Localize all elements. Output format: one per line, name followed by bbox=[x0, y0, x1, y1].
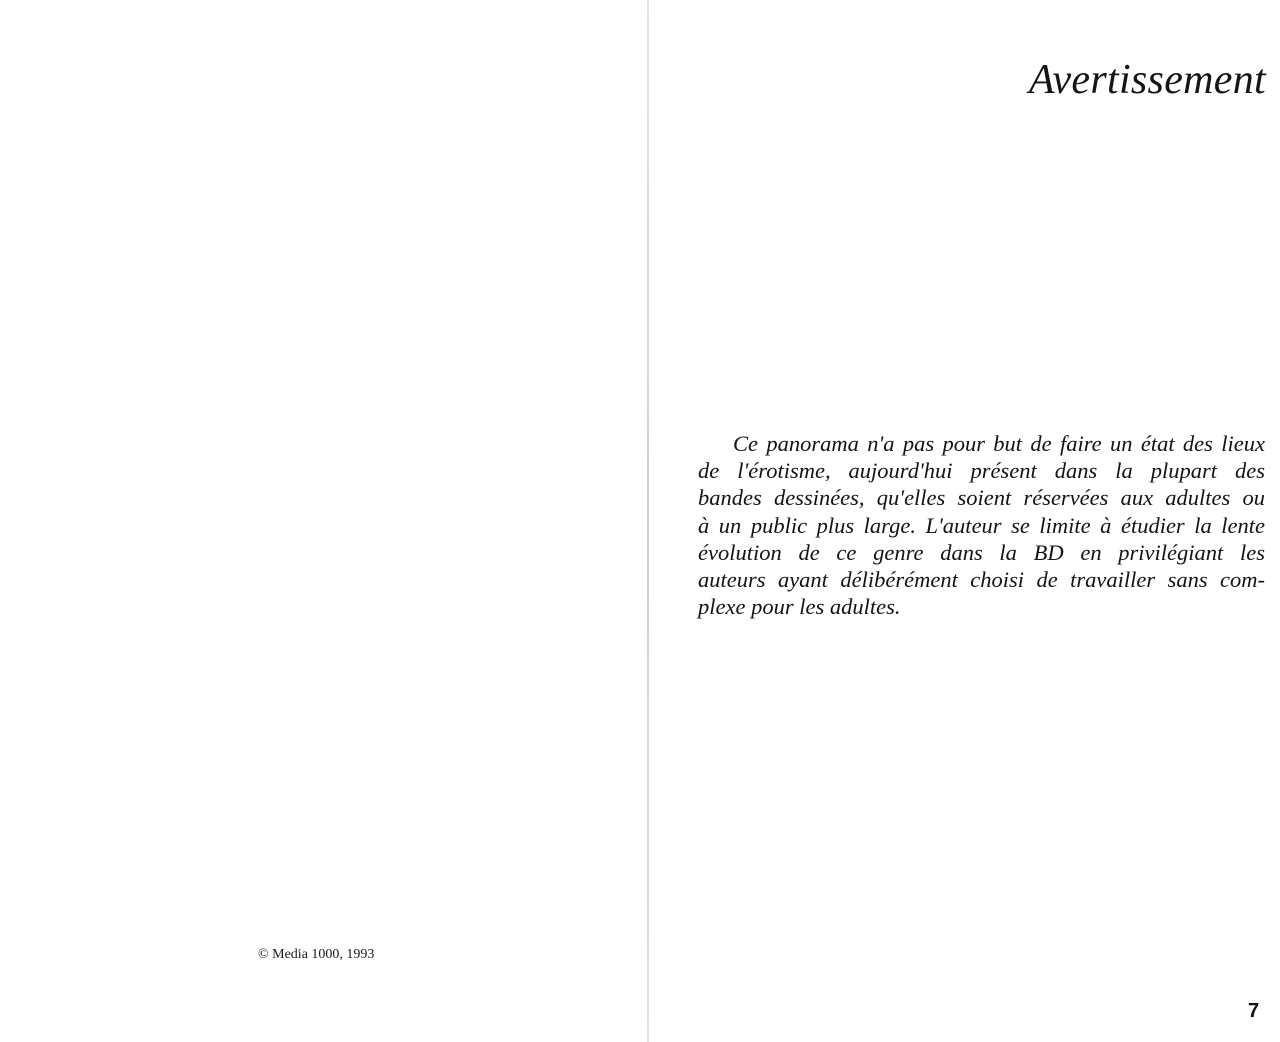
book-spine bbox=[647, 0, 649, 1042]
page-number: 7 bbox=[1248, 1000, 1260, 1022]
paragraph-line: plexe pour les adultes. bbox=[698, 594, 901, 620]
paragraph-line: à un public plus large. L'auteur se limite à étudier la lente bbox=[698, 512, 1265, 538]
paragraph-line: bandes dessinées, qu'elles soient réservées aux adultes ou bbox=[698, 485, 1265, 511]
warning-paragraph bbox=[698, 430, 1265, 620]
paragraph-line: Ce panorama n'a pas pour but de faire un état des lieux bbox=[733, 431, 1265, 456]
paragraph-line: de l'érotisme, aujourd'hui présent dans la plupart des bbox=[698, 458, 1265, 484]
paragraph-line: auteurs ayant délibérément choisi de travailler sans com- bbox=[698, 567, 1265, 593]
paragraph-line: évolution de ce genre dans la BD en privilégiant les bbox=[698, 539, 1265, 565]
page-title: Avertissement bbox=[1028, 57, 1266, 103]
copyright-notice: © Media 1000, 1993 bbox=[258, 947, 375, 962]
